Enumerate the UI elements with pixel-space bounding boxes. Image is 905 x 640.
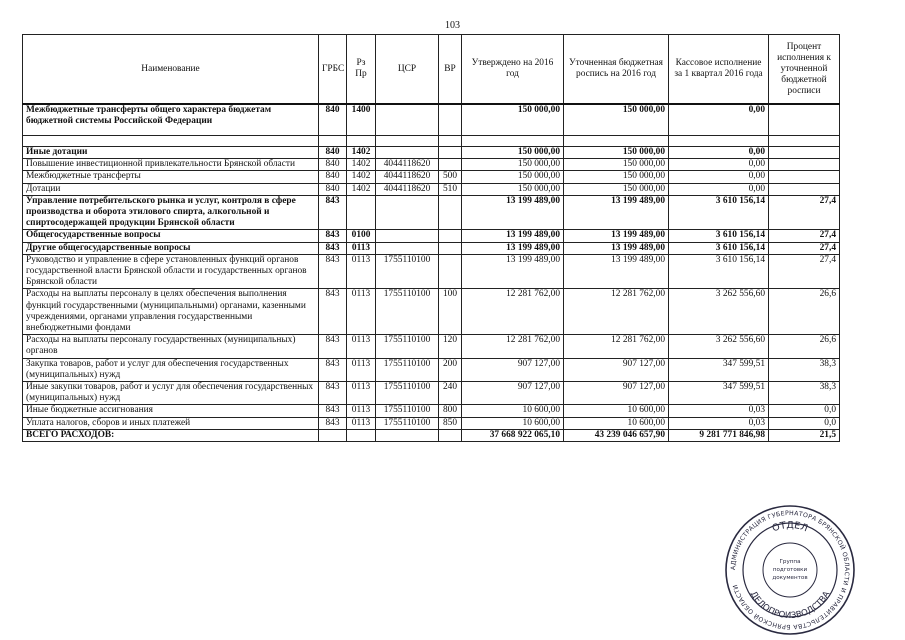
col-revised-header: Уточненная бюджетная роспись на 2016 год <box>564 35 669 105</box>
cell-revised: 13 199 489,00 <box>564 230 669 242</box>
cell-percent: 27,4 <box>769 254 840 289</box>
cell-approved: 13 199 489,00 <box>462 195 564 230</box>
cell-percent: 21,5 <box>769 429 840 441</box>
col-vr-header: ВР <box>439 35 462 105</box>
cell-grbs <box>319 136 347 147</box>
cell-grbs: 840 <box>319 104 347 136</box>
cell-revised: 907 127,00 <box>564 358 669 381</box>
cell-rzpr: 0113 <box>347 254 376 289</box>
cell-csr: 1755110100 <box>376 417 439 429</box>
stamp-inner-top-text <box>771 520 809 534</box>
cell-revised: 150 000,00 <box>564 147 669 159</box>
table-row <box>23 230 840 242</box>
cell-approved: 12 281 762,00 <box>462 289 564 335</box>
cell-grbs: 840 <box>319 147 347 159</box>
col-cash-header: Кассовое исполнение за 1 квартал 2016 года <box>669 35 769 105</box>
cell-revised: 10 600,00 <box>564 405 669 417</box>
header-row <box>23 35 840 105</box>
cell-vr <box>439 159 462 171</box>
col-approved-header: Утверждено на 2016 год <box>462 35 564 105</box>
cell-vr <box>439 429 462 441</box>
cell-revised: 13 199 489,00 <box>564 195 669 230</box>
cell-rzpr: 0113 <box>347 242 376 254</box>
cell-name: Повышение инвестиционной привлекательности Брянской области <box>23 159 319 171</box>
cell-vr <box>439 195 462 230</box>
cell-csr <box>376 230 439 242</box>
total-row <box>23 429 840 441</box>
cell-name: Иные закупки товаров, работ и услуг для обеспечения государственных (муниципальных) нужд <box>23 382 319 405</box>
cell-vr <box>439 230 462 242</box>
cell-rzpr: 0113 <box>347 358 376 381</box>
cell-cash: 3 610 156,14 <box>669 195 769 230</box>
table-row <box>23 159 840 171</box>
cell-cash: 0,00 <box>669 171 769 183</box>
cell-revised <box>564 136 669 147</box>
table-row <box>23 382 840 405</box>
cell-approved: 12 281 762,00 <box>462 335 564 358</box>
cell-rzpr: 1402 <box>347 183 376 195</box>
cell-csr <box>376 429 439 441</box>
cell-name: Другие общегосударственные вопросы <box>23 242 319 254</box>
cell-csr <box>376 104 439 136</box>
cell-grbs: 843 <box>319 195 347 230</box>
cell-cash: 0,00 <box>669 147 769 159</box>
cell-name: Управление потребительского рынка и услуг, контроля в сфере производства и оборота этилового спирта, алкогольной и спиртосодержащей продукции Брянской области <box>23 195 319 230</box>
cell-grbs: 843 <box>319 417 347 429</box>
cell-name: Закупка товаров, работ и услуг для обеспечения государственных (муниципальных) нужд <box>23 358 319 381</box>
cell-grbs: 840 <box>319 171 347 183</box>
cell-rzpr <box>347 136 376 147</box>
cell-csr: 4044118620 <box>376 171 439 183</box>
cell-approved: 10 600,00 <box>462 417 564 429</box>
cell-percent: 38,3 <box>769 382 840 405</box>
cell-grbs: 843 <box>319 254 347 289</box>
cell-name: Иные дотации <box>23 147 319 159</box>
cell-approved: 150 000,00 <box>462 147 564 159</box>
cell-csr: 4044118620 <box>376 159 439 171</box>
cell-rzpr: 1400 <box>347 104 376 136</box>
cell-grbs <box>319 429 347 441</box>
cell-vr <box>439 242 462 254</box>
cell-rzpr: 0113 <box>347 405 376 417</box>
cell-grbs: 843 <box>319 382 347 405</box>
cell-percent <box>769 171 840 183</box>
cell-revised: 150 000,00 <box>564 183 669 195</box>
cell-rzpr: 0113 <box>347 382 376 405</box>
cell-percent: 26,6 <box>769 289 840 335</box>
cell-percent: 0,0 <box>769 405 840 417</box>
cell-name: Межбюджетные трансферты общего характера бюджетам бюджетной системы Российской Федерации <box>23 104 319 136</box>
table-row <box>23 289 840 335</box>
table-row <box>23 405 840 417</box>
cell-csr: 1755110100 <box>376 289 439 335</box>
table-row <box>23 195 840 230</box>
cell-revised: 12 281 762,00 <box>564 289 669 335</box>
cell-revised: 43 239 046 657,90 <box>564 429 669 441</box>
cell-vr: 510 <box>439 183 462 195</box>
cell-cash: 3 610 156,14 <box>669 230 769 242</box>
cell-revised: 13 199 489,00 <box>564 242 669 254</box>
cell-csr: 4044118620 <box>376 183 439 195</box>
cell-revised: 150 000,00 <box>564 159 669 171</box>
cell-grbs: 840 <box>319 159 347 171</box>
col-rzpr-header: Рз Пр <box>347 35 376 105</box>
cell-cash: 3 262 556,60 <box>669 335 769 358</box>
table-row <box>23 171 840 183</box>
cell-rzpr: 0113 <box>347 417 376 429</box>
table-row <box>23 242 840 254</box>
cell-cash: 3 610 156,14 <box>669 254 769 289</box>
cell-name <box>23 136 319 147</box>
cell-approved: 150 000,00 <box>462 104 564 136</box>
cell-approved: 150 000,00 <box>462 159 564 171</box>
cell-vr: 100 <box>439 289 462 335</box>
col-csr-header: ЦСР <box>376 35 439 105</box>
table-row <box>23 417 840 429</box>
cell-name: Руководство и управление в сфере установленных функций органов государственной власти Брянской области и государственных органов Брянской области <box>23 254 319 289</box>
col-percent-header: Процент исполнения к уточненной бюджетной росписи <box>769 35 840 105</box>
cell-revised: 13 199 489,00 <box>564 254 669 289</box>
cell-approved: 907 127,00 <box>462 358 564 381</box>
cell-rzpr: 1402 <box>347 147 376 159</box>
cell-rzpr <box>347 429 376 441</box>
cell-csr <box>376 242 439 254</box>
cell-cash: 3 610 156,14 <box>669 242 769 254</box>
cell-percent: 26,6 <box>769 335 840 358</box>
page-number: 103 <box>445 20 460 31</box>
cell-rzpr: 1402 <box>347 159 376 171</box>
cell-approved: 13 199 489,00 <box>462 254 564 289</box>
cell-revised: 10 600,00 <box>564 417 669 429</box>
table-row <box>23 147 840 159</box>
cell-cash: 0,03 <box>669 405 769 417</box>
cell-grbs: 843 <box>319 242 347 254</box>
cell-approved: 150 000,00 <box>462 183 564 195</box>
cell-name: Расходы на выплаты персоналу государственных (муниципальных) органов <box>23 335 319 358</box>
cell-vr <box>439 254 462 289</box>
cell-cash: 0,00 <box>669 159 769 171</box>
cell-rzpr: 0100 <box>347 230 376 242</box>
cell-csr: 1755110100 <box>376 405 439 417</box>
table-row <box>23 254 840 289</box>
cell-name: Расходы на выплаты персоналу в целях обеспечения выполнения функций государственными (муниципальными) органами, казенными учреждениями, органами управления государственными внебюджетными фондами <box>23 289 319 335</box>
col-name-header: Наименование <box>23 35 319 105</box>
cell-vr: 120 <box>439 335 462 358</box>
cell-rzpr: 1402 <box>347 171 376 183</box>
cell-percent: 27,4 <box>769 242 840 254</box>
cell-approved: 13 199 489,00 <box>462 230 564 242</box>
cell-approved: 150 000,00 <box>462 171 564 183</box>
cell-vr: 850 <box>439 417 462 429</box>
cell-rzpr <box>347 195 376 230</box>
stamp-center-line: подготовки <box>772 567 808 573</box>
cell-percent: 27,4 <box>769 195 840 230</box>
table-row <box>23 335 840 358</box>
seal-stamp <box>724 504 856 636</box>
cell-csr: 1755110100 <box>376 358 439 381</box>
cell-vr <box>439 104 462 136</box>
stamp-inner-bottom-path: ДЕЛОПРОИЗВОДСТВА <box>747 589 833 622</box>
cell-csr <box>376 195 439 230</box>
stamp-ring-textpath: АДМИНИСТРАЦИЯ ГУБЕРНАТОРА БРЯНСКОЙ ОБЛАСТИ И ПРАВИТЕЛЬСТВА БРЯНСКОЙ ОБЛАСТИ <box>729 509 851 631</box>
cell-csr <box>376 147 439 159</box>
cell-cash: 347 599,51 <box>669 358 769 381</box>
cell-name: Дотации <box>23 183 319 195</box>
cell-grbs: 843 <box>319 358 347 381</box>
cell-rzpr: 0113 <box>347 289 376 335</box>
cell-name: Общегосударственные вопросы <box>23 230 319 242</box>
cell-name: Иные бюджетные ассигнования <box>23 405 319 417</box>
cell-vr: 500 <box>439 171 462 183</box>
cell-percent: 27,4 <box>769 230 840 242</box>
table-row <box>23 358 840 381</box>
cell-revised: 907 127,00 <box>564 382 669 405</box>
stamp-inner-top-path: ОТДЕЛ <box>770 519 810 535</box>
stamp-center-line: документов <box>772 575 808 581</box>
cell-percent <box>769 104 840 136</box>
cell-cash: 3 262 556,60 <box>669 289 769 335</box>
cell-approved: 907 127,00 <box>462 382 564 405</box>
table-row <box>23 183 840 195</box>
budget-table <box>22 34 840 442</box>
cell-vr: 200 <box>439 358 462 381</box>
cell-vr <box>439 147 462 159</box>
cell-csr: 1755110100 <box>376 382 439 405</box>
stamp-center-line: Группа <box>779 559 801 565</box>
table-row <box>23 136 840 147</box>
cell-approved: 10 600,00 <box>462 405 564 417</box>
cell-csr: 1755110100 <box>376 254 439 289</box>
cell-grbs: 843 <box>319 230 347 242</box>
cell-approved: 13 199 489,00 <box>462 242 564 254</box>
cell-csr: 1755110100 <box>376 335 439 358</box>
cell-grbs: 843 <box>319 289 347 335</box>
cell-cash: 0,00 <box>669 183 769 195</box>
cell-csr <box>376 136 439 147</box>
cell-vr <box>439 136 462 147</box>
table-row <box>23 104 840 136</box>
col-grbs-header: ГРБС <box>319 35 347 105</box>
cell-cash: 0,03 <box>669 417 769 429</box>
cell-approved: 37 668 922 065,10 <box>462 429 564 441</box>
cell-vr: 240 <box>439 382 462 405</box>
cell-revised: 150 000,00 <box>564 171 669 183</box>
cell-percent <box>769 147 840 159</box>
cell-percent: 0,0 <box>769 417 840 429</box>
cell-name: ВСЕГО РАСХОДОВ: <box>23 429 319 441</box>
cell-cash <box>669 136 769 147</box>
cell-revised: 12 281 762,00 <box>564 335 669 358</box>
cell-revised: 150 000,00 <box>564 104 669 136</box>
cell-rzpr: 0113 <box>347 335 376 358</box>
cell-grbs: 843 <box>319 335 347 358</box>
cell-name: Уплата налогов, сборов и иных платежей <box>23 417 319 429</box>
cell-vr: 800 <box>439 405 462 417</box>
cell-cash: 347 599,51 <box>669 382 769 405</box>
cell-percent <box>769 136 840 147</box>
cell-grbs: 840 <box>319 183 347 195</box>
cell-cash: 0,00 <box>669 104 769 136</box>
cell-approved <box>462 136 564 147</box>
cell-name: Межбюджетные трансферты <box>23 171 319 183</box>
cell-percent <box>769 183 840 195</box>
cell-grbs: 843 <box>319 405 347 417</box>
cell-cash: 9 281 771 846,98 <box>669 429 769 441</box>
cell-percent <box>769 159 840 171</box>
cell-percent: 38,3 <box>769 358 840 381</box>
